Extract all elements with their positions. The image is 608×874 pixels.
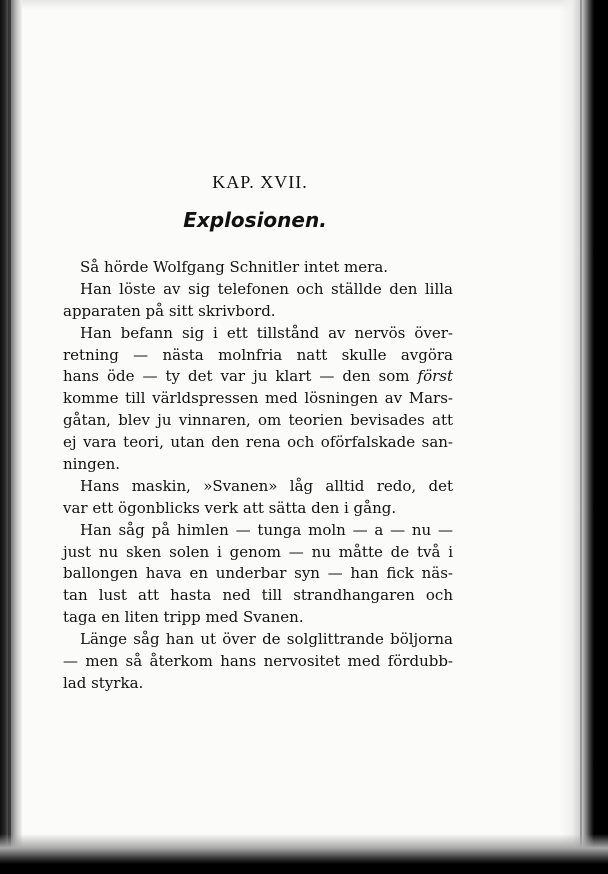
text-line: tan lust att hasta ned till strandhangaren och	[63, 586, 453, 605]
text-line: Han såg på himlen — tunga moln — a — nu —	[80, 520, 453, 539]
page-bottom-edge	[0, 834, 608, 874]
text-line: var ett ögonblicks verk att sätta den i gång.	[63, 498, 397, 517]
page-top-shadow	[0, 0, 608, 10]
text-line: komme till världspressen med lösningen av Mars-	[63, 389, 453, 408]
text-line: just nu sken solen i genom — nu måtte de två i	[63, 542, 453, 561]
text-line: — men så återkom hans nervositet med fördubb-	[63, 652, 453, 671]
text-line: Hans maskin, »Svanen» låg alltid redo, det	[80, 476, 453, 495]
text-line: retning — nästa molnfria natt skulle avgöra	[63, 345, 453, 364]
text-line: ej vara teori, utan den rena och oförfalskade san-	[63, 433, 453, 452]
chapter-title: Explosionen.	[183, 208, 327, 232]
page-left-edge	[0, 0, 22, 874]
text-line: ningen.	[63, 455, 121, 474]
body-text	[63, 257, 453, 695]
text-line: Han befann sig i ett tillstånd av nervös över-	[80, 323, 453, 342]
text-line: gåtan, blev ju vinnaren, om teorien bevisades att	[63, 411, 453, 430]
page-right-edge	[560, 0, 608, 874]
text-line: lad styrka.	[63, 673, 144, 692]
italic-word: först	[417, 367, 453, 386]
text-line: ballongen hava en underbar syn — han fick näs-	[63, 564, 453, 583]
text-line: taga en liten tripp med Svanen.	[63, 608, 304, 627]
text-line: apparaten på sitt skrivbord.	[63, 301, 276, 320]
text-line: Han löste av sig telefonen och ställde den lilla	[80, 279, 453, 298]
text-line	[63, 366, 453, 388]
chapter-number: KAP. XVII.	[212, 172, 308, 192]
text-line: Länge såg han ut över de solglittrande böljorna	[80, 630, 453, 649]
page-left-edge-line	[8, 0, 11, 874]
text-line-start: hans öde — ty det var ju klart — den som	[63, 367, 418, 386]
page-right-edge-line	[580, 0, 582, 874]
text-line: Så hörde Wolfgang Schnitler intet mera.	[80, 258, 389, 276]
